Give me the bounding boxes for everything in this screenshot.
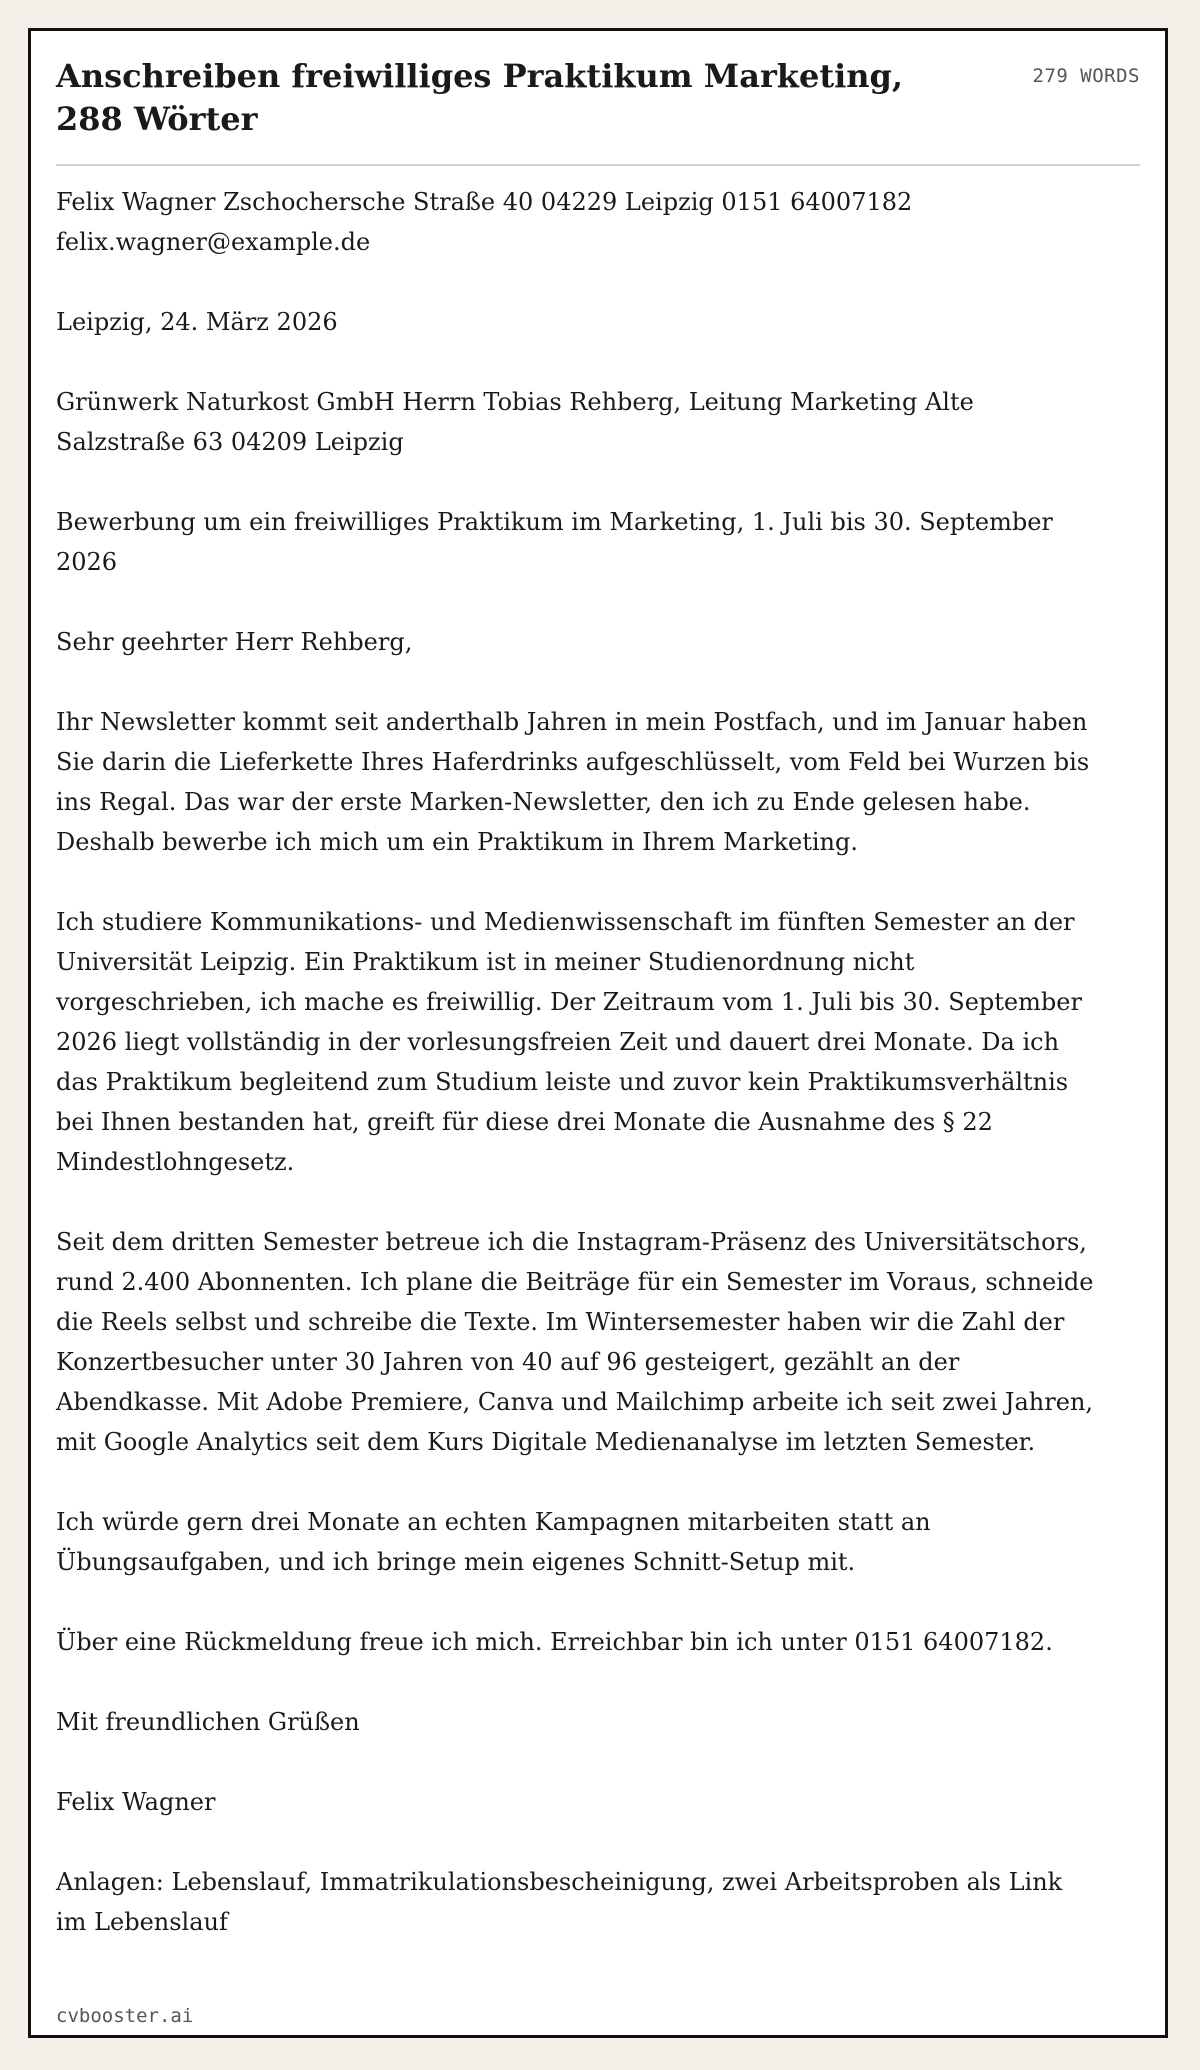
letter-signature: Felix Wagner — [56, 1788, 216, 1816]
brand-footer: cvbooster.ai — [56, 2005, 194, 2027]
document-title: Anschreiben freiwilliges Praktikum Marketing, 288 Wörter — [56, 57, 904, 138]
document-card — [28, 28, 1168, 2038]
letter-paragraph: Ich würde gern drei Monate an echten Kampagnen mitarbeiten statt an Übungsaufgaben, und ich bringe mein eigenes Schnitt-Setup mit. — [56, 1508, 931, 1576]
letter-body — [56, 166, 1096, 1942]
letter-paragraph: Ich studiere Kommunikations- und Medienwissenschaft im fünften Semester an der Universität Leipzig. Ein Praktikum ist in meiner Studienordnung nicht vorgeschrieben, ich mache es freiwillig. Der Zeitraum vom 1. Juli bis 30. September 2026 liegt vollständig in der vorlesungsfreien Zeit und dauert drei Monate. Da ich das Praktikum begleitend zum Studium leiste und zuvor kein Praktikumsverhältnis bei Ihnen bestanden hat, greift für diese drei Monate die Ausnahme des § 22 Mindestlohngesetz. — [56, 908, 1082, 1176]
letter-paragraph: Ihr Newsletter kommt seit anderthalb Jahren in mein Postfach, und im Januar haben Sie darin die Lieferkette Ihres Haferdrinks aufgeschlüsselt, vom Feld bei Wurzen bis ins Regal. Das war der erste Marken-Newsletter, den ich zu Ende gelesen habe. Deshalb bewerbe ich mich um ein Praktikum in Ihrem Marketing. — [56, 708, 1090, 856]
letter-paragraph: Über eine Rückmeldung freue ich mich. Erreichbar bin ich unter 0151 64007182. — [56, 1628, 1053, 1656]
word-count-label: 279 WORDS — [1032, 65, 1140, 87]
letter-paragraph: Seit dem dritten Semester betreue ich die Instagram-Präsenz des Universitätschors, rund 2.400 Abonnenten. Ich plane die Beiträge für ein Semester im Voraus, schneide die Reels selbst und schreibe die Texte. Im Wintersemester haben wir die Zahl der Konzertbesucher unter 30 Jahren von 40 auf 96 gesteigert, gezählt an der Abendkasse. Mit Adobe Premiere, Canva und Mailchimp arbeite ich seit zwei Jahren, mit Google Analytics seit dem Kurs Digitale Medienanalyse im letzten Semester. — [56, 1228, 1094, 1456]
letter-closing: Mit freundlichen Grüßen — [56, 1708, 360, 1736]
recipient-block: Grünwerk Naturkost GmbH Herrn Tobias Rehberg, Leitung Marketing Alte Salzstraße 63 04209 Leipzig — [56, 388, 974, 456]
letter-date: Leipzig, 24. März 2026 — [56, 308, 338, 336]
sender-block: Felix Wagner Zschochersche Straße 40 04229 Leipzig 0151 64007182 felix.wagner@example.de — [56, 188, 913, 256]
letter-subject: Bewerbung um ein freiwilliges Praktikum im Marketing, 1. Juli bis 30. September 2026 — [56, 508, 1053, 576]
letter-salutation: Sehr geehrter Herr Rehberg, — [56, 628, 413, 656]
letter-attachments: Anlagen: Lebenslauf, Immatrikulationsbescheinigung, zwei Arbeitsproben als Link im Lebenslauf — [56, 1868, 1063, 1936]
document-header — [56, 55, 1140, 141]
